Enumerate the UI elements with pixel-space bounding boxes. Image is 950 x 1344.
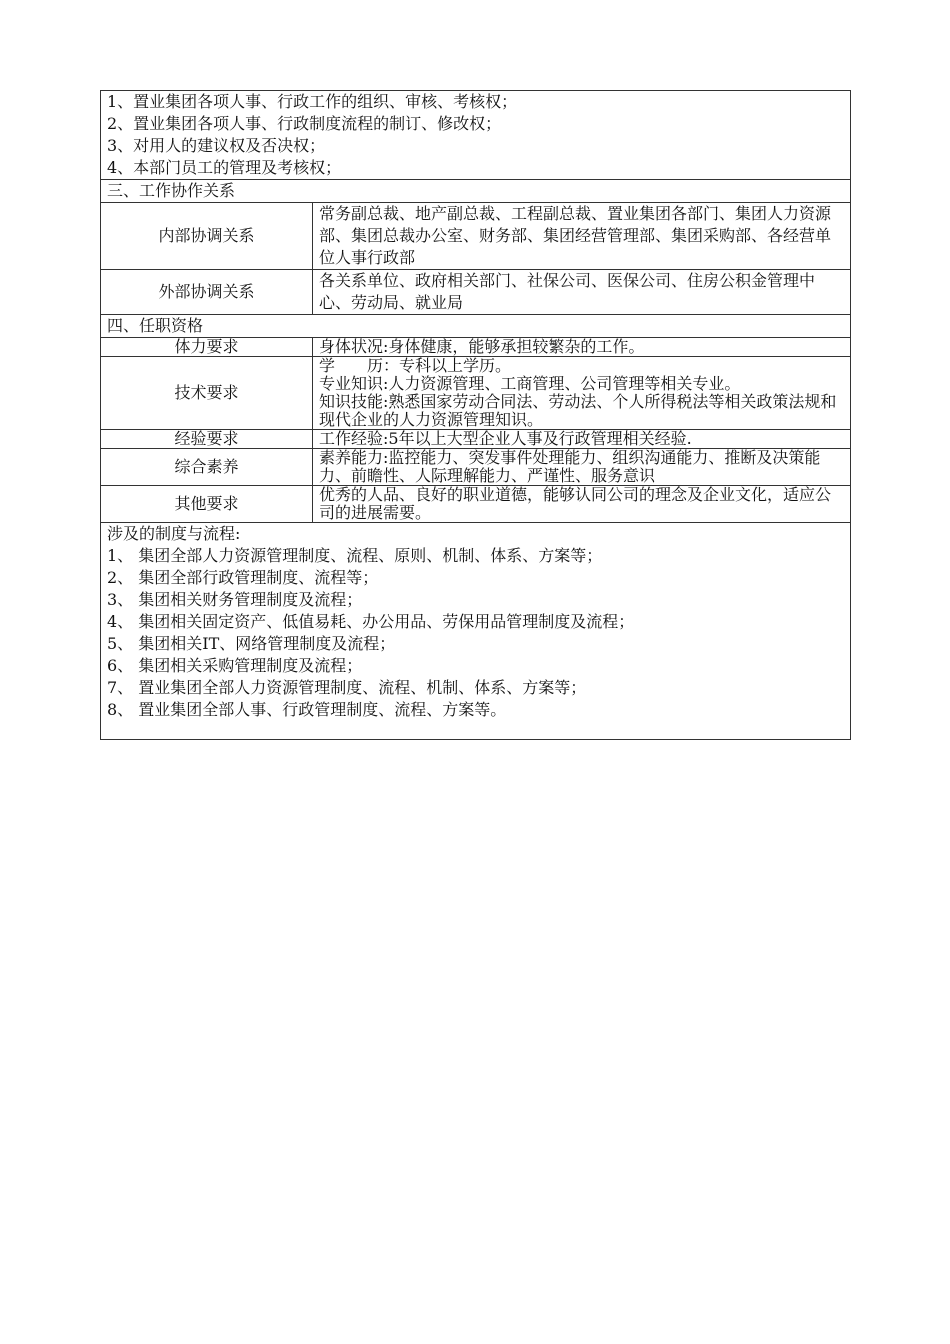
internal-coordination-label: 内部协调关系 (101, 203, 313, 270)
systems-item: 3、 集团相关财务管理制度及流程； (107, 590, 363, 609)
experience-requirement-label: 经验要求 (101, 430, 313, 449)
external-coordination-row (101, 270, 851, 315)
competence-row (101, 449, 851, 486)
systems-item: 6、 集团相关采购管理制度及流程； (107, 656, 363, 675)
systems-heading: 涉及的制度与流程: (107, 524, 241, 543)
external-coordination-content: 各关系单位、政府相关部门、社保公司、医保公司、住房公积金管理中心、劳动局、就业局 (313, 270, 851, 315)
qualifications-heading-row (101, 315, 851, 338)
internal-coordination-content: 常务副总裁、地产副总裁、工程副总裁、置业集团各部门、集团人力资源部、集团总裁办公室、财务部、集团经营管理部、集团采购部、各经营单位人事行政部 (313, 203, 851, 270)
systems-item: 8、 置业集团全部人事、行政管理制度、流程、方案等。 (107, 700, 507, 719)
internal-coordination-row (101, 203, 851, 270)
physical-requirement-row (101, 338, 851, 357)
authority-item: 4、本部门员工的管理及考核权； (107, 158, 342, 177)
systems-item: 1、 集团全部人力资源管理制度、流程、原则、机制、体系、方案等； (107, 546, 603, 565)
physical-requirement-content: 身体状况:身体健康，能够承担较繁杂的工作。 (313, 338, 851, 357)
technical-requirement-content (313, 357, 851, 430)
authority-item: 2、置业集团各项人事、行政制度流程的制订、修改权； (107, 114, 502, 133)
technical-requirement-row (101, 357, 851, 430)
other-requirement-label: 其他要求 (101, 486, 313, 523)
other-requirement-row (101, 486, 851, 523)
other-requirement-content: 优秀的人品、良好的职业道德，能够认同公司的理念及企业文化，适应公司的进展需要。 (313, 486, 851, 523)
authority-item: 3、对用人的建议权及否决权； (107, 136, 326, 155)
coordination-heading: 三、工作协作关系 (101, 180, 851, 203)
knowledge-line: 专业知识:人力资源管理、工商管理、公司管理等相关专业。 (319, 374, 741, 393)
competence-content: 素养能力:监控能力、突发事件处理能力、组织沟通能力、推断及决策能力、前瞻性、人际理解能力、严谨性、服务意识 (313, 449, 851, 486)
external-coordination-label: 外部协调关系 (101, 270, 313, 315)
coordination-heading-row (101, 180, 851, 203)
experience-requirement-content: 工作经验:5年以上大型企业人事及行政管理相关经验. (313, 430, 851, 449)
authority-item: 1、置业集团各项人事、行政工作的组织、审核、考核权； (107, 92, 518, 111)
skills-line: 知识技能:熟悉国家劳动合同法、劳动法、个人所得税法等相关政策法规和现代企业的人力资源管理知识。 (319, 392, 837, 429)
job-description-table (100, 90, 851, 740)
systems-row (101, 523, 851, 740)
systems-item: 5、 集团相关IT、网络管理制度及流程； (107, 634, 396, 653)
systems-item: 4、 集团相关固定资产、低值易耗、办公用品、劳保用品管理制度及流程； (107, 612, 635, 631)
technical-requirement-label: 技术要求 (101, 357, 313, 430)
physical-requirement-label: 体力要求 (101, 338, 313, 357)
education-line: 学 历：专科以上学历。 (319, 356, 512, 375)
systems-cell (101, 523, 851, 740)
authority-cell (101, 91, 851, 180)
systems-item: 7、 置业集团全部人力资源管理制度、流程、机制、体系、方案等； (107, 678, 587, 697)
authority-row (101, 91, 851, 180)
systems-item: 2、 集团全部行政管理制度、流程等； (107, 568, 379, 587)
experience-requirement-row (101, 430, 851, 449)
competence-label: 综合素养 (101, 449, 313, 486)
qualifications-heading: 四、任职资格 (101, 315, 851, 338)
